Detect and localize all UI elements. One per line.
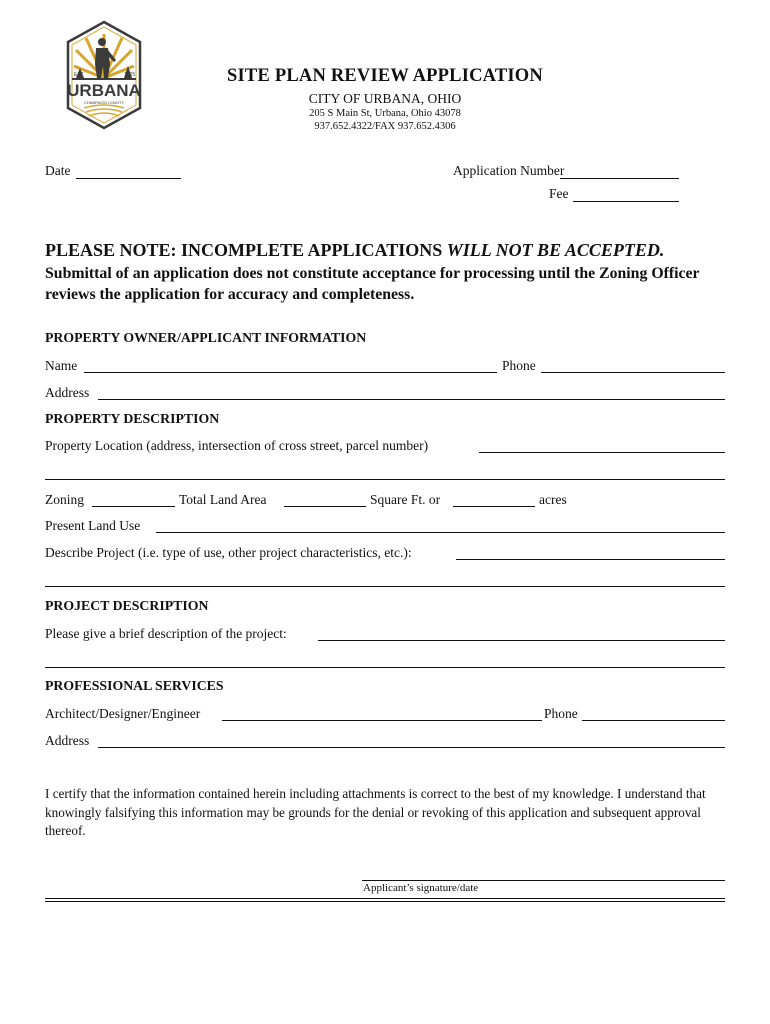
signature-field[interactable] [362,864,725,881]
architect-phone-field[interactable] [582,704,725,721]
owner-section-heading: PROPERTY OWNER/APPLICANT INFORMATION [45,330,367,345]
owner-address-field[interactable] [98,383,725,400]
brief-description-field[interactable] [318,624,725,641]
land-area-label: Total Land Area [179,492,267,507]
architect-field[interactable] [222,704,542,721]
signature-caption: Applicant’s signature/date [363,882,479,894]
owner-name-field[interactable] [84,356,497,373]
zoning-label: Zoning [45,492,84,507]
application-number-label: Application Number [453,163,565,178]
est-right-text: 1805 [124,72,136,78]
date-label: Date [45,163,71,178]
square-feet-label: Square Ft. or [370,492,441,507]
certification-text: I certify that the information contained herein including attachments is correct to the best of my knowledge. I understand that knowingly falsifying this information may be grounds for the denial or revoking of this application and subsequent approval thereof. [45,786,706,838]
acres-field[interactable] [453,490,535,507]
incomplete-notice-heading [45,240,664,261]
describe-project-field-line2[interactable] [45,570,725,587]
acres-label: acres [539,492,567,507]
notice-heading-plain: PLEASE NOTE: INCOMPLETE APPLICATIONS [45,240,447,260]
city-address: 205 S Main St, Urbana, Ohio 43078 [309,108,461,119]
brief-description-label: Please give a brief description of the project: [45,626,287,641]
property-location-label: Property Location (address, intersection of cross street, parcel number) [45,438,429,453]
professional-section-heading: PROFESSIONAL SERVICES [45,678,224,693]
architect-phone-label: Phone [544,706,578,721]
urbana-seal-icon [62,20,146,132]
present-land-use-field[interactable] [156,516,725,533]
fee-label: Fee [549,186,569,201]
architect-address-label: Address [45,733,90,748]
bottom-rule-double [45,901,725,902]
zoning-field[interactable] [92,490,175,507]
owner-phone-label: Phone [502,358,536,373]
logo-city-name: URBANA [67,81,141,100]
project-section-heading: PROJECT DESCRIPTION [45,598,209,613]
property-section-heading: PROPERTY DESCRIPTION [45,411,220,426]
notice-heading-italic: WILL NOT BE ACCEPTED. [446,240,665,260]
bottom-rule [45,898,725,899]
logo-county: CHAMPAIGN COUNTY [84,101,124,105]
property-location-field[interactable] [479,436,725,453]
fee-field[interactable] [573,185,679,202]
property-location-field-line2[interactable] [45,463,725,480]
describe-project-field[interactable] [456,543,725,560]
architect-label: Architect/Designer/Engineer [45,706,201,721]
brief-description-field-line2[interactable] [45,651,725,668]
application-number-field[interactable] [560,162,679,179]
describe-project-label: Describe Project (i.e. type of use, other project characteristics, etc.): [45,545,412,560]
square-feet-field[interactable] [284,490,366,507]
city-phone-fax: 937.652.4322/FAX 937.652.4306 [314,121,456,132]
date-field[interactable] [76,162,181,179]
city-name: CITY OF URBANA, OHIO [308,91,462,106]
notice-body: Submittal of an application does not constitute acceptance for processing until the Zoning Officer reviews the application for accuracy and completeness. [45,265,700,303]
owner-address-label: Address [45,385,90,400]
present-land-use-label: Present Land Use [45,518,141,533]
owner-name-label: Name [45,358,78,373]
est-left-text: EST [74,72,84,78]
owner-phone-field[interactable] [541,356,725,373]
city-logo [62,20,146,132]
architect-address-field[interactable] [98,731,725,748]
form-title: SITE PLAN REVIEW APPLICATION [227,66,543,86]
